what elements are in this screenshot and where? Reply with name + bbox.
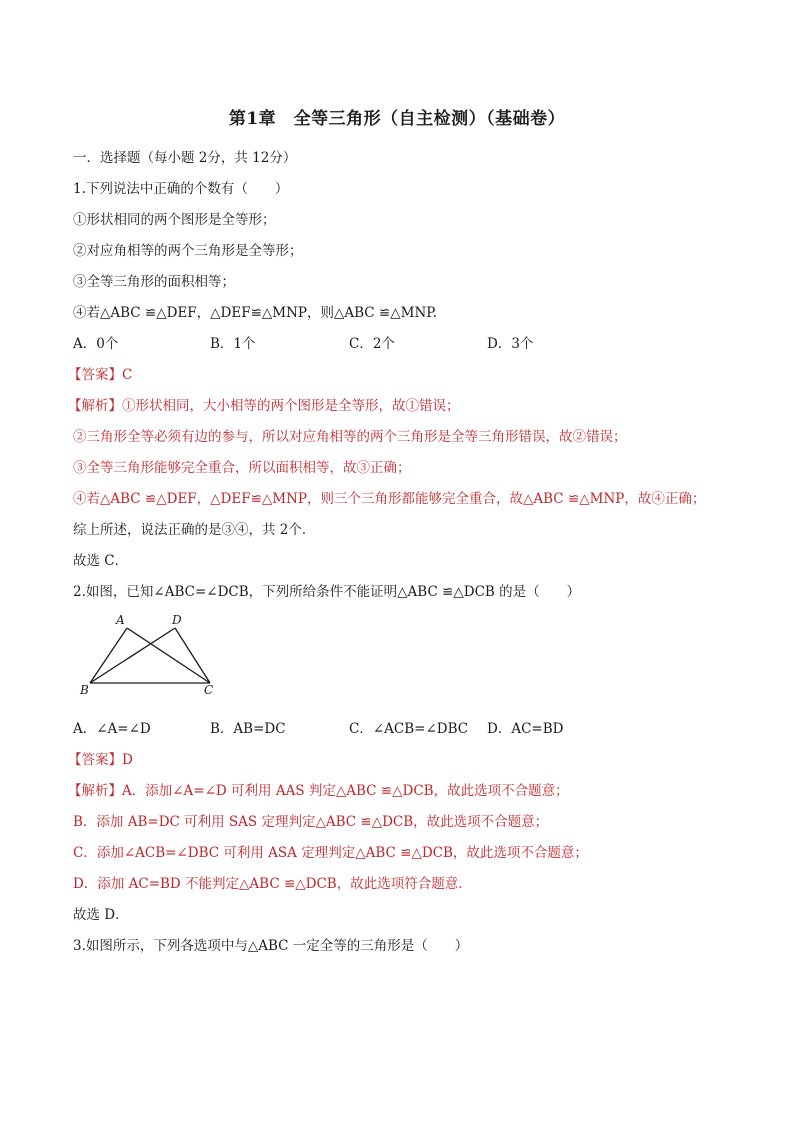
label-d: D (172, 613, 182, 627)
q2-analysis-text-1: A．添加∠A=∠D 可利用 AAS 判定△ABC ≌△DCB，故此选项不合题意； (122, 783, 569, 799)
q1-option-c: C．2个 (349, 336, 395, 352)
q1-answer-tag: 【答案】 (68, 367, 122, 383)
q1-analysis-3: ③全等三角形能够完全重合，所以面积相等，故③正确； (73, 460, 411, 476)
label-b: B (80, 683, 89, 697)
segment-dc (175, 628, 210, 683)
q1-option-b: B．1个 (210, 336, 256, 352)
q2-triangle-figure (72, 606, 232, 698)
q2-analysis-4: D．添加 AC=BD 不能判定△ABC ≌△DCB，故此选项符合题意． (73, 876, 472, 892)
page-title: 第1章 全等三角形（自主检测）（基础卷） (228, 109, 566, 129)
q1-item-1: ①形状相同的两个图形是全等形； (73, 212, 276, 228)
q1-answer-value: C (122, 367, 133, 383)
q1-option-d: D．3个 (487, 336, 534, 352)
q2-answer-tag: 【答案】 (68, 752, 122, 768)
q1-analysis-2: ②三角形全等必须有边的参与，所以对应角相等的两个三角形是全等三角形错误，故②错误； (73, 429, 627, 445)
q1-option-a: A．0个 (73, 336, 119, 352)
q1-analysis-text-1: ①形状相同，大小相等的两个图形是全等形，故①错误； (122, 398, 460, 414)
q1-item-2: ②对应角相等的两个三角形是全等形； (73, 243, 303, 259)
q2-option-d: D．AC=BD (487, 721, 564, 737)
q2-analysis-3: C．添加∠ACB=∠DBC 可利用 ASA 定理判定△ABC ≌△DCB，故此选项不合题意； (73, 845, 588, 861)
q1-item-3: ③全等三角形的面积相等； (73, 274, 235, 290)
q2-analysis-2: B．添加 AB=DC 可利用 SAS 定理判定△ABC ≌△DCB，故此选项不合题意； (73, 814, 549, 830)
segment-bd (90, 628, 175, 683)
q1-analysis-tag: 【解析】 (68, 398, 122, 414)
q3-stem: 3.如图所示，下列各选项中与△ABC 一定全等的三角形是（ ） (73, 938, 469, 954)
q2-stem: 2.如图，已知∠ABC=∠DCB，下列所给条件不能证明△ABC ≌△DCB 的是（ ） (73, 584, 581, 600)
q1-item-4: ④若△ABC ≌△DEF，△DEF≌△MNP，则△ABC ≌△MNP. (73, 305, 437, 321)
q2-option-c: C．∠ACB=∠DBC (349, 721, 469, 737)
q2-analysis-1 (68, 779, 569, 799)
label-c: C (204, 683, 214, 697)
q2-analysis-tag: 【解析】 (68, 783, 122, 799)
segment-ab (90, 628, 127, 683)
q2-answer (68, 748, 133, 768)
q2-option-b: B．AB=DC (210, 721, 286, 737)
label-a: A (116, 613, 125, 627)
q2-answer-value: D (122, 752, 133, 768)
q1-answer (68, 363, 132, 383)
section-heading: 一．选择题（每小题 2分，共 12分） (73, 150, 297, 166)
q1-stem: 1.下列说法中正确的个数有（ ） (73, 181, 289, 197)
q2-option-a: A．∠A=∠D (73, 721, 151, 737)
segment-ac (127, 628, 210, 683)
q1-analysis-4: ④若△ABC ≌△DEF，△DEF≌△MNP，则三个三角形都能够完全重合，故△ABC ≌△MNP，故④正确； (73, 491, 706, 507)
q1-summary: 综上所述，说法正确的是③④，共 2个． (73, 522, 316, 538)
q1-analysis-1 (68, 394, 460, 414)
q1-choose: 故选 C． (73, 553, 129, 569)
q2-choose: 故选 D． (73, 907, 129, 923)
